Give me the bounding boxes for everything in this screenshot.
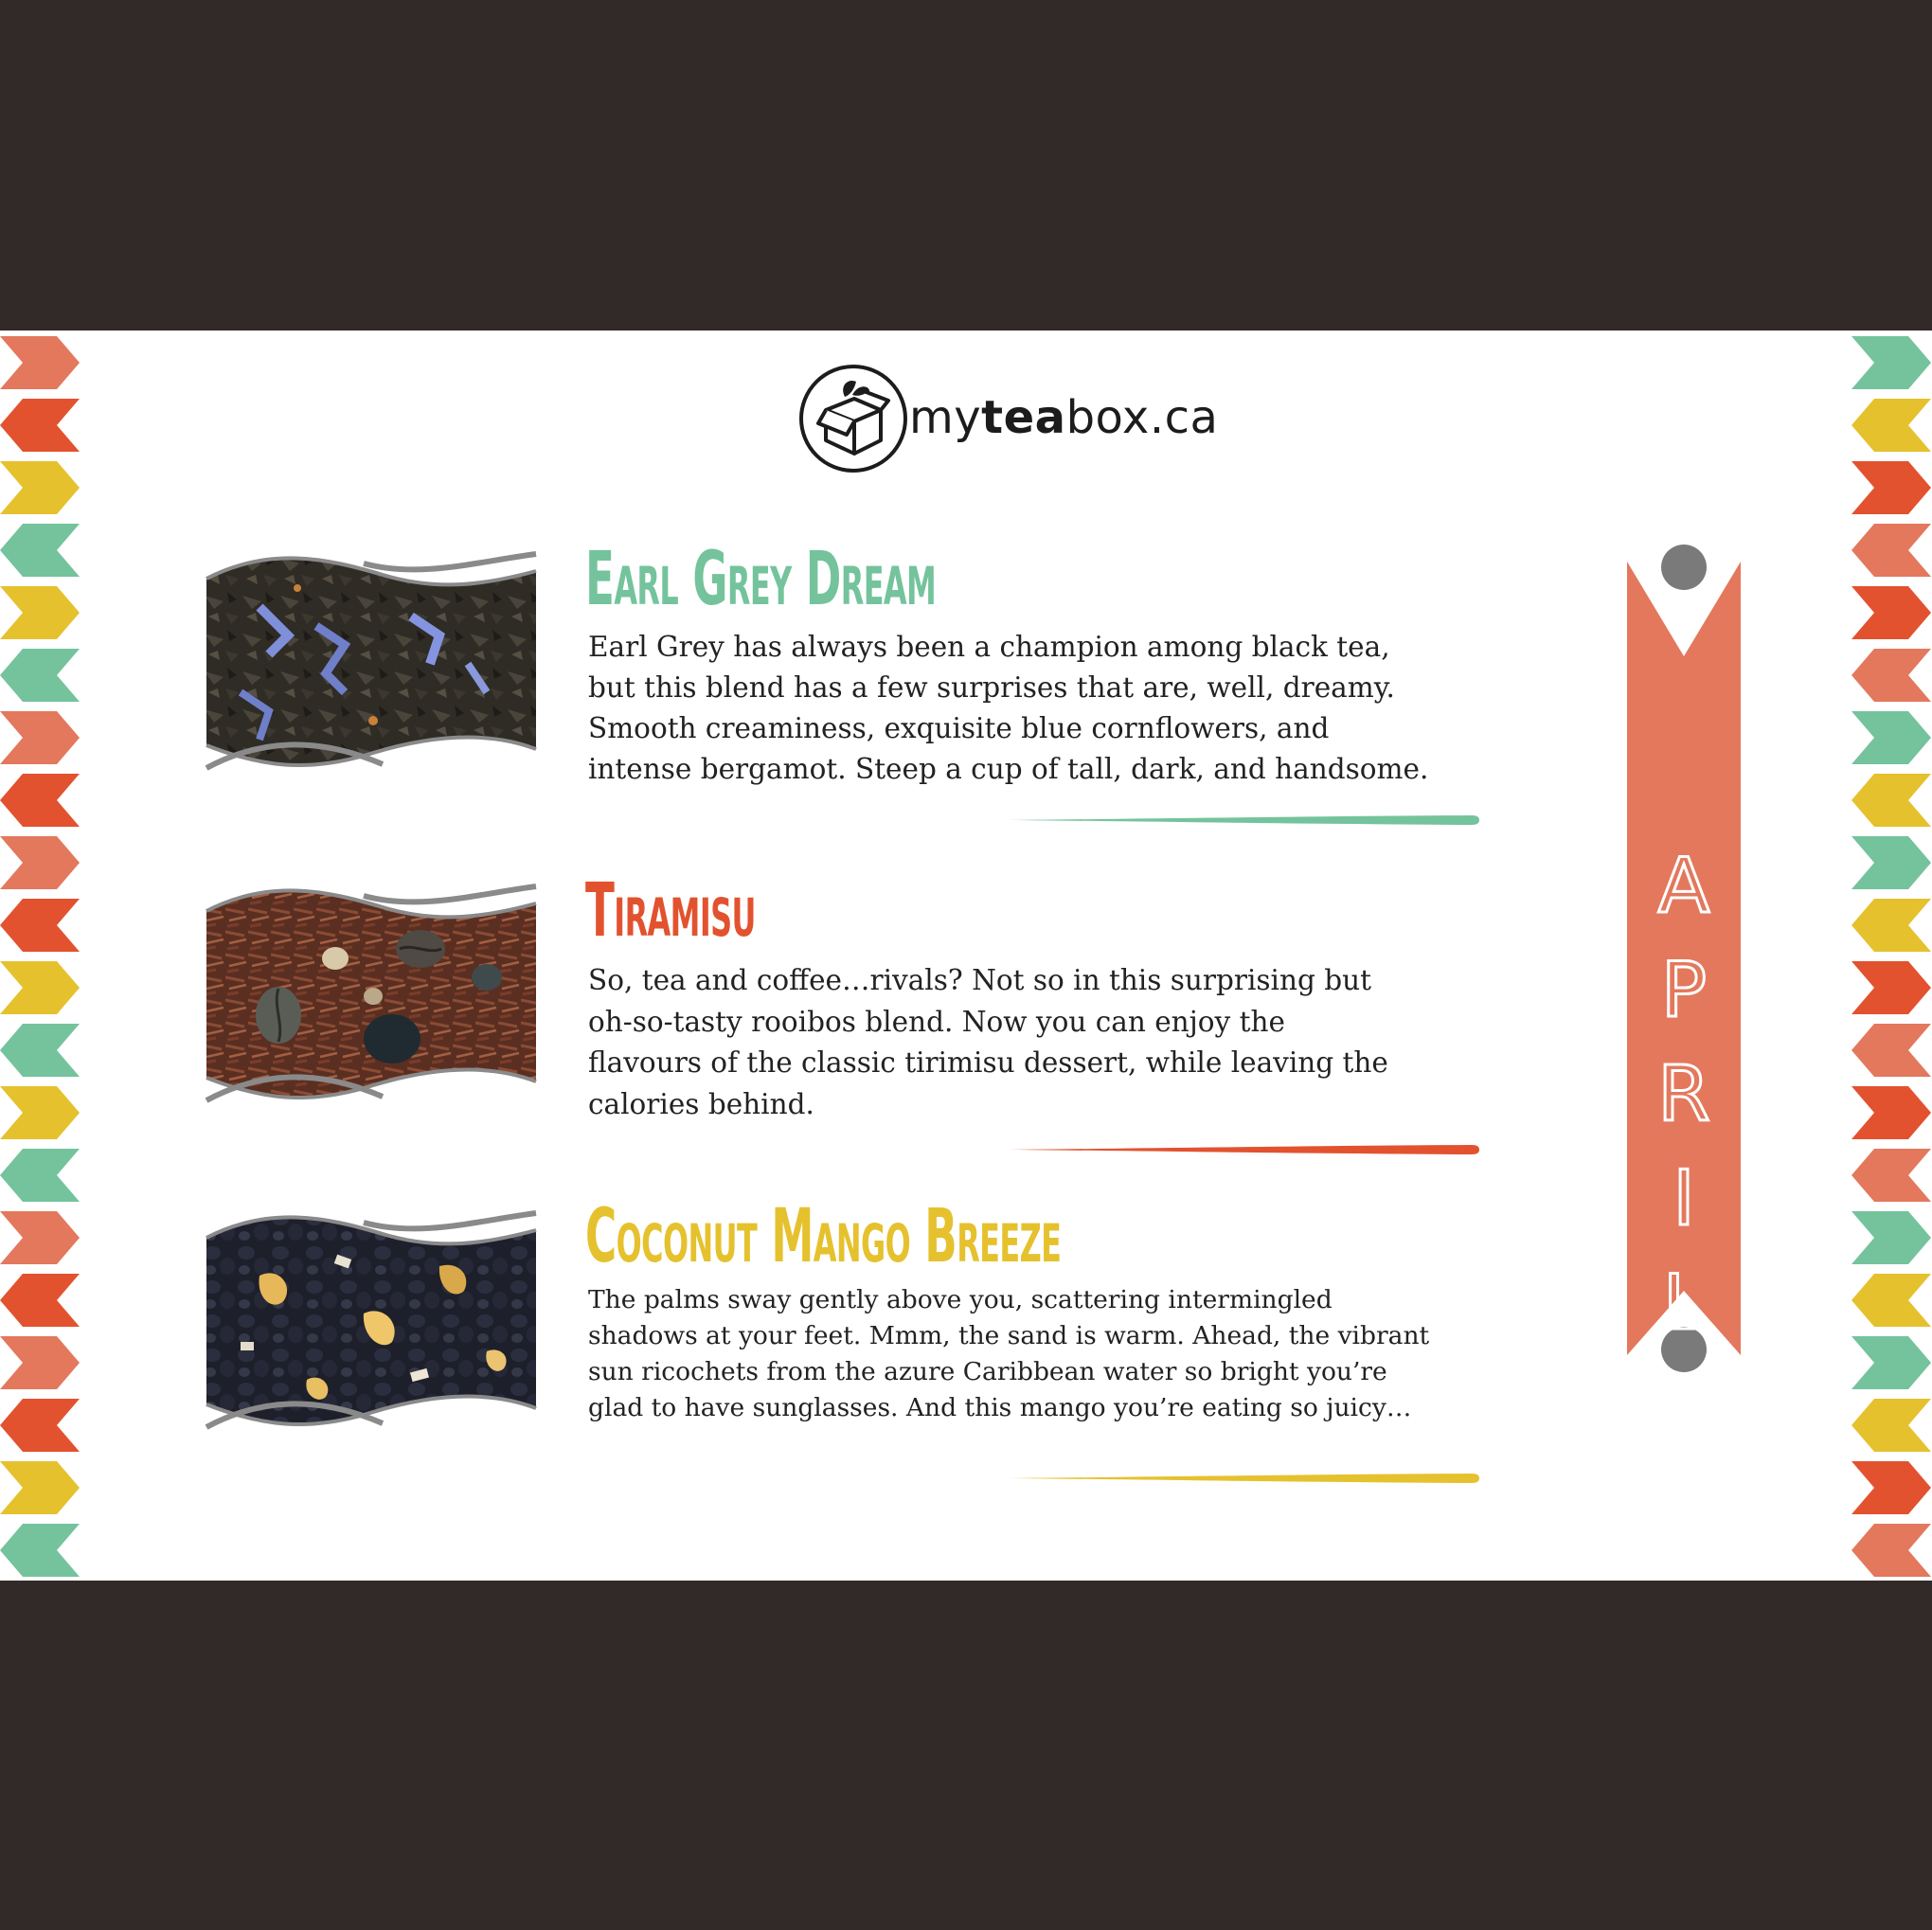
tiramisu-rooibos-photo xyxy=(203,883,540,1119)
right-chevron-border xyxy=(1852,331,1932,1581)
brand-name: myteabox.ca xyxy=(909,391,1219,444)
tea-title: Coconut Mango Breeze xyxy=(585,1194,1062,1279)
tea-card xyxy=(0,331,1932,1581)
tea-description: Earl Grey has always been a champion among black tea, but this blend has a few surprises that are, well, dreamy. Smooth creaminess, exquisite blue cornflowers, and intense bergamot. Steep a cup of tall, dark, and handsome. xyxy=(588,631,1429,785)
tea-divider xyxy=(1008,1143,1479,1156)
coconut-mango-tea-photo xyxy=(203,1209,540,1446)
tea-description: The palms sway gently above you, scattering intermingled shadows at your feet. Mmm, the sand is warm. Ahead, the vibrant sun ricochets from the azure Caribbean water so bright you’re glad to have sunglasses. And this mango you’re eating so juicy… xyxy=(588,1285,1430,1422)
tea-title: Earl Grey Dream xyxy=(585,537,937,622)
month-label: A P R I L xyxy=(1657,842,1710,1347)
month-ribbon xyxy=(1618,533,1750,1376)
teabox-logo-icon xyxy=(797,363,909,474)
tea-title: Tiramisu xyxy=(585,868,756,954)
tea-description: So, tea and coffee…rivals? Not so in this surprising but oh-so-tasty rooibos blend. Now you can enjoy the flavours of the classic tirimisu dessert, while leaving the calories behind. xyxy=(588,964,1388,1120)
brand-logo[interactable] xyxy=(797,363,1219,476)
tea-divider xyxy=(1008,1472,1479,1485)
left-chevron-border xyxy=(0,331,85,1581)
earl-grey-tea-leaves-photo xyxy=(203,550,540,787)
tea-divider xyxy=(1008,813,1479,827)
